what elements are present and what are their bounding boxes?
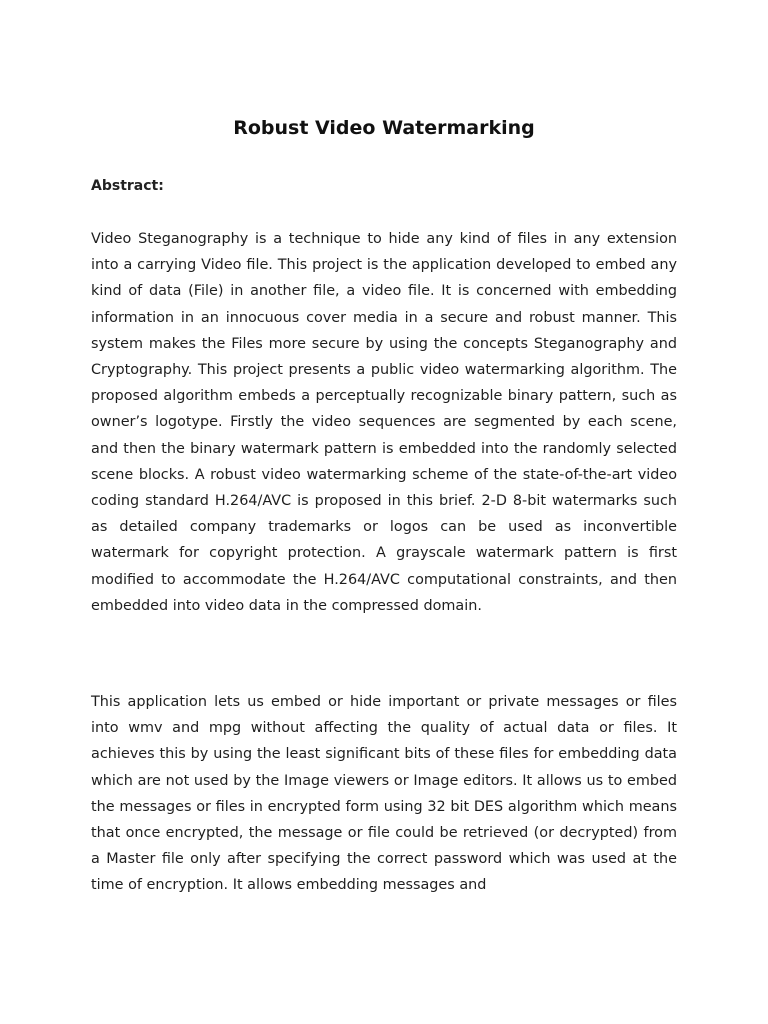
abstract-heading: Abstract: (91, 178, 164, 194)
abstract-paragraph-2: This application lets us embed or hide important or private messages or files into wmv and mpg without affecting the quality of actual data or files. It achieves this by using the least significant bits of these files for embedding data which are not used by the Image viewers or Image editors. It allows us to embed the messages or files in encrypted form using 32 bit DES algorithm which means that once encrypted, the message or file could be retrieved (or decrypted) from a Master file only after specifying the correct password which was used at the time of encryption. It allows embedding messages and (91, 694, 677, 894)
abstract-paragraph-1: Video Steganography is a technique to hide any kind of files in any extension into a carrying Video file. This project is the application developed to embed any kind of data (File) in another file, a video file. It is concerned with embedding information in an innocuous cover media in a secure and robust manner. This system makes the Files more secure by using the concepts Steganography and Cryptography. This project presents a public video watermarking algorithm. The proposed algorithm embeds a perceptually recognizable binary pattern, such as owner’s logotype. Firstly the video sequences are segmented by each scene, and then the binary watermark pattern is embedded into the randomly selected scene blocks. A robust video watermarking scheme of the state-of-the-art video coding standard H.264/AVC is proposed in this brief. 2-D 8-bit watermarks such as detailed company trademarks or logos can be used as inconvertible watermark for copyright protection. A grayscale watermark pattern is first modified to accommodate the H.264/AVC computational constraints, and then embedded into video data in the compressed domain. (91, 231, 677, 614)
document-title: Robust Video Watermarking (233, 117, 535, 139)
